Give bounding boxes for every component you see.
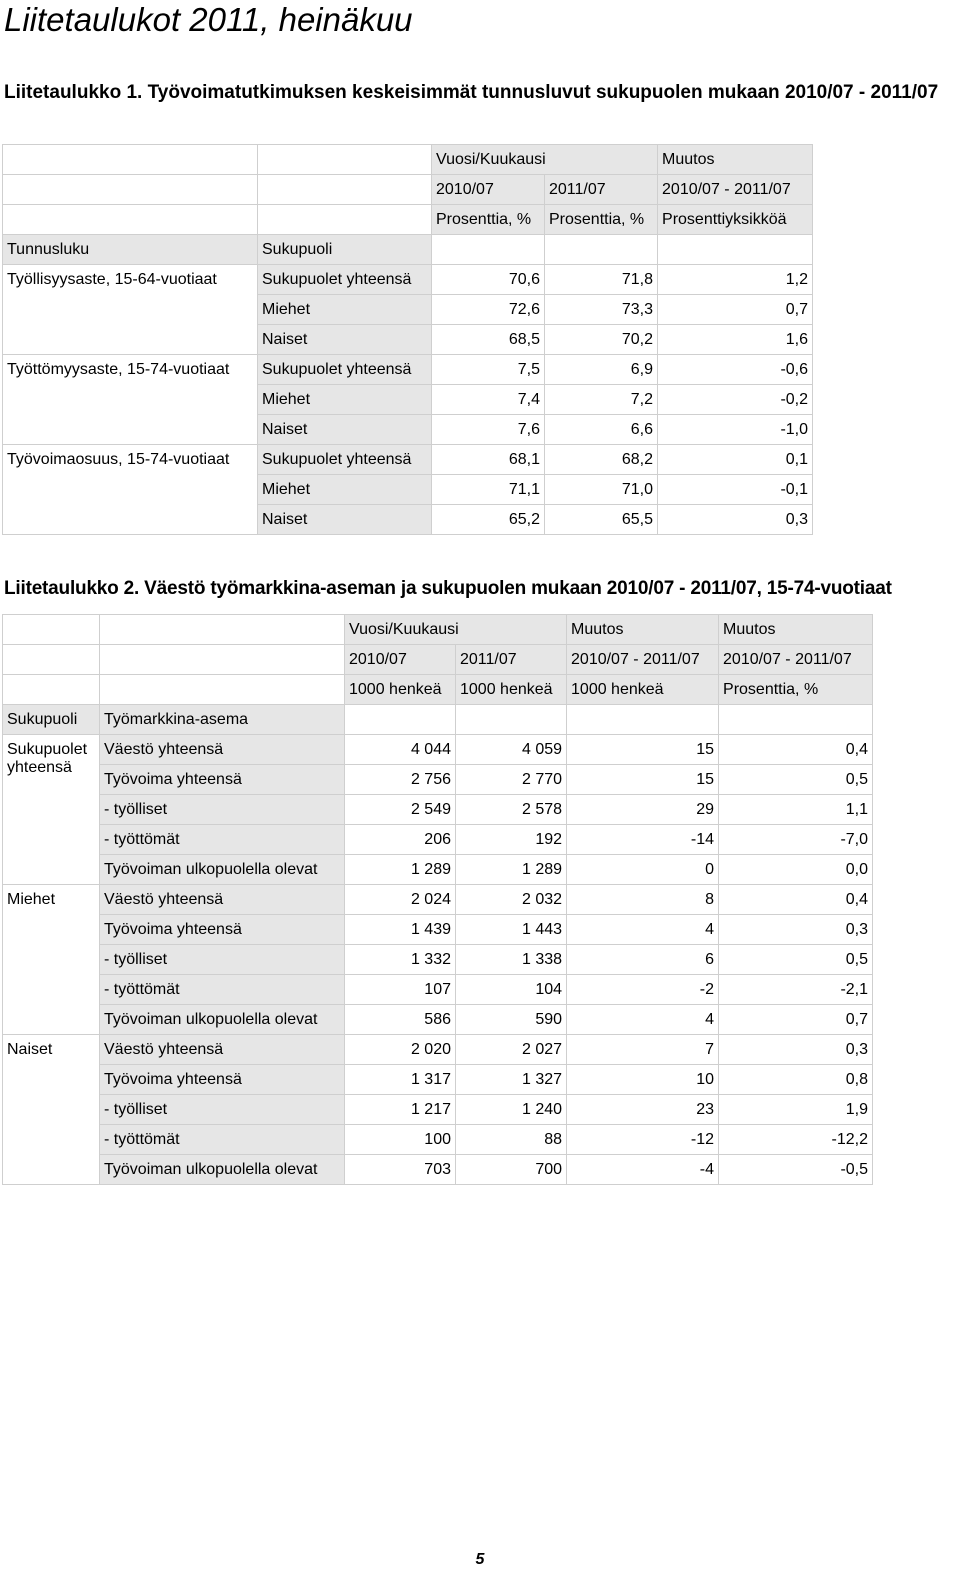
table2-header-period: 2010/07 [345,645,456,675]
table2-header-blank [3,645,100,675]
table2-percent-cell: -7,0 [719,825,873,855]
table1-group-label: Työllisyysaste, 15-64-vuotiaat [3,265,258,355]
table2-status-cell: - työttömät [100,825,345,855]
table1-header-blank [3,175,258,205]
table2-value-cell: 4 059 [456,735,567,765]
table1-value-cell: 6,9 [545,355,658,385]
table2-status-cell: Työvoima yhteensä [100,1065,345,1095]
table2-header-blank [100,675,345,705]
table1-change-cell: 1,6 [658,325,813,355]
table1-value-cell: 71,8 [545,265,658,295]
table1-value-cell: 68,2 [545,445,658,475]
table2-col-tyomarkkina-asema: Työmarkkina-asema [100,705,345,735]
table1-value-cell: 68,1 [432,445,545,475]
table1-sex-cell: Sukupuolet yhteensä [258,445,432,475]
table2-value-cell: 1 327 [456,1065,567,1095]
table1-group-label: Työttömyysaste, 15-74-vuotiaat [3,355,258,445]
table2-header-row-4 [3,705,873,735]
table2-value-cell: 2 024 [345,885,456,915]
table1-header-blank [3,145,258,175]
table2-status-cell: Työvoima yhteensä [100,765,345,795]
table2-value-cell: 2 549 [345,795,456,825]
table2-percent-cell: 0,0 [719,855,873,885]
table1-value-cell: 72,6 [432,295,545,325]
table1-sex-cell: Miehet [258,475,432,505]
table2-percent-cell: 0,5 [719,945,873,975]
table2-status-cell: Väestö yhteensä [100,885,345,915]
table2-percent-cell: 0,4 [719,885,873,915]
table-row [3,735,873,765]
table2-value-cell: 2 020 [345,1035,456,1065]
table2-value-cell: 206 [345,825,456,855]
table2-value-cell: 88 [456,1125,567,1155]
table2-col-sukupuoli: Sukupuoli [3,705,100,735]
table1-sex-cell: Sukupuolet yhteensä [258,265,432,295]
table1-header-muutos: Muutos [658,145,813,175]
table2-value-cell: 1 240 [456,1095,567,1125]
table1-header-vuosi-kuukausi: Vuosi/Kuukausi [432,145,658,175]
table2-value-cell: 107 [345,975,456,1005]
table-row [3,1125,873,1155]
table2-header-unit: Prosenttia, % [719,675,873,705]
table2-status-cell: Työvoima yhteensä [100,915,345,945]
table2-change-cell: 0 [567,855,719,885]
page-number: 5 [475,1551,485,1568]
table2-header-unit: 1000 henkeä [456,675,567,705]
table-row [3,825,873,855]
table-row [3,1155,873,1185]
table2-change-cell: 15 [567,765,719,795]
table2-change-cell: 10 [567,1065,719,1095]
table2-percent-cell: 0,8 [719,1065,873,1095]
table2-value-cell: 590 [456,1005,567,1035]
table2-value-cell: 1 317 [345,1065,456,1095]
table2-value-cell: 192 [456,825,567,855]
table2-header-blank [719,705,873,735]
table2-value-cell: 1 439 [345,915,456,945]
table1-sex-cell: Sukupuolet yhteensä [258,355,432,385]
table1-value-cell: 7,4 [432,385,545,415]
table1-value-cell: 70,6 [432,265,545,295]
table-row [3,945,873,975]
table2-percent-cell: 0,3 [719,1035,873,1065]
table2 [2,614,873,1185]
table2-value-cell: 586 [345,1005,456,1035]
table-row [3,1035,873,1065]
table1-change-cell: 1,2 [658,265,813,295]
table2-change-cell: -14 [567,825,719,855]
table1-value-cell: 65,5 [545,505,658,535]
table2-group-label: Sukupuolet yhteensä [3,735,100,885]
table2-change-cell: -4 [567,1155,719,1185]
table2-value-cell: 104 [456,975,567,1005]
table1-header-blank [3,205,258,235]
table2-status-cell: Työvoiman ulkopuolella olevat [100,1005,345,1035]
table1-sex-cell: Naiset [258,505,432,535]
table1-value-cell: 73,3 [545,295,658,325]
table2-percent-cell: -0,5 [719,1155,873,1185]
table1-header-unit: Prosenttia, % [545,205,658,235]
table2-header-period: 2011/07 [456,645,567,675]
table1-group-label: Työvoimaosuus, 15-74-vuotiaat [3,445,258,535]
table1-value-cell: 71,0 [545,475,658,505]
table1-header-blank [258,145,432,175]
table2-change-cell: 4 [567,915,719,945]
table2-change-cell: -12 [567,1125,719,1155]
table1 [2,144,813,535]
table2-value-cell: 2 032 [456,885,567,915]
table2-header-blank [567,705,719,735]
table2-header-muutos: Muutos [567,615,719,645]
table1-change-cell: -1,0 [658,415,813,445]
table1-change-cell: 0,7 [658,295,813,325]
table2-value-cell: 1 289 [456,855,567,885]
page-title: Liitetaulukot 2011, heinäkuu [4,1,413,38]
table1-change-cell: -0,2 [658,385,813,415]
table1-sex-cell: Miehet [258,385,432,415]
table2-status-cell: Työvoiman ulkopuolella olevat [100,855,345,885]
table1-value-cell: 7,5 [432,355,545,385]
table1-value-cell: 70,2 [545,325,658,355]
table2-caption: Liitetaulukko 2. Väestö työmarkkina-aseman ja sukupuolen mukaan 2010/07 - 2011/07, 15-74-vuotiaat [4,578,892,599]
table2-percent-cell: -12,2 [719,1125,873,1155]
table2-header-blank [456,705,567,735]
table2-status-cell: - työlliset [100,1095,345,1125]
table1-col-tunnusluku: Tunnusluku [3,235,258,265]
table2-header-row-2 [3,645,873,675]
table1-header-row-4 [3,235,813,265]
table2-header-blank [3,615,100,645]
table2-header-muutos: Muutos [719,615,873,645]
table-row [3,855,873,885]
table1-header-change-period: 2010/07 - 2011/07 [658,175,813,205]
table1-sex-cell: Miehet [258,295,432,325]
table2-change-cell: 15 [567,735,719,765]
table2-change-cell: 7 [567,1035,719,1065]
table2-group-label: Miehet [3,885,100,1035]
table2-status-cell: Väestö yhteensä [100,735,345,765]
table2-header-blank [100,645,345,675]
table1-sex-cell: Naiset [258,415,432,445]
table1-header-unit: Prosenttia, % [432,205,545,235]
table1-header-row-3 [3,205,813,235]
table1-value-cell: 65,2 [432,505,545,535]
table2-header-change-period: 2010/07 - 2011/07 [567,645,719,675]
table2-value-cell: 1 289 [345,855,456,885]
table2-header-vuosi-kuukausi: Vuosi/Kuukausi [345,615,567,645]
table1-header-blank [258,205,432,235]
table2-value-cell: 1 332 [345,945,456,975]
table2-header-row-1 [3,615,873,645]
table1-header-row-2 [3,175,813,205]
table2-percent-cell: 1,9 [719,1095,873,1125]
table2-value-cell: 100 [345,1125,456,1155]
table1-change-cell: 0,3 [658,505,813,535]
table2-header-row-3 [3,675,873,705]
table2-change-cell: 4 [567,1005,719,1035]
table-row [3,265,813,295]
table2-header-blank [100,615,345,645]
table2-header-blank [345,705,456,735]
table1-header-blank [432,235,545,265]
table1-value-cell: 6,6 [545,415,658,445]
table1-header-row-1 [3,145,813,175]
table-row [3,765,873,795]
table2-value-cell: 2 578 [456,795,567,825]
table1-value-cell: 68,5 [432,325,545,355]
table1-header-period: 2010/07 [432,175,545,205]
table1-header-blank [658,235,813,265]
table2-status-cell: - työttömät [100,1125,345,1155]
table-row [3,915,873,945]
table-row [3,1005,873,1035]
table1-value-cell: 7,2 [545,385,658,415]
table-row [3,445,813,475]
table2-status-cell: Väestö yhteensä [100,1035,345,1065]
table-row [3,885,873,915]
table1-change-cell: -0,6 [658,355,813,385]
table-row [3,795,873,825]
table2-value-cell: 2 770 [456,765,567,795]
table2-value-cell: 1 217 [345,1095,456,1125]
table2-value-cell: 2 027 [456,1035,567,1065]
table2-change-cell: 8 [567,885,719,915]
table2-status-cell: - työttömät [100,975,345,1005]
table2-percent-cell: 0,5 [719,765,873,795]
table2-value-cell: 4 044 [345,735,456,765]
table1-value-cell: 71,1 [432,475,545,505]
table1-header-blank [545,235,658,265]
table2-percent-cell: -2,1 [719,975,873,1005]
table2-header-unit: 1000 henkeä [345,675,456,705]
table2-group-label: Naiset [3,1035,100,1185]
table-row [3,975,873,1005]
table1-header-period: 2011/07 [545,175,658,205]
table2-percent-cell: 0,3 [719,915,873,945]
table1-change-cell: -0,1 [658,475,813,505]
table2-header-blank [3,675,100,705]
table2-change-cell: 6 [567,945,719,975]
table1-header-blank [258,175,432,205]
table-row [3,355,813,385]
table2-status-cell: Työvoiman ulkopuolella olevat [100,1155,345,1185]
table1-col-sukupuoli: Sukupuoli [258,235,432,265]
table2-change-cell: -2 [567,975,719,1005]
table2-percent-cell: 0,4 [719,735,873,765]
table2-value-cell: 2 756 [345,765,456,795]
table2-header-unit: 1000 henkeä [567,675,719,705]
table2-percent-cell: 1,1 [719,795,873,825]
table2-value-cell: 703 [345,1155,456,1185]
table2-status-cell: - työlliset [100,795,345,825]
table2-header-change-period: 2010/07 - 2011/07 [719,645,873,675]
table1-value-cell: 7,6 [432,415,545,445]
table2-status-cell: - työlliset [100,945,345,975]
table2-value-cell: 1 338 [456,945,567,975]
table1-change-cell: 0,1 [658,445,813,475]
table1-sex-cell: Naiset [258,325,432,355]
table2-change-cell: 29 [567,795,719,825]
table1-header-unit: Prosenttiyksikköä [658,205,813,235]
table2-percent-cell: 0,7 [719,1005,873,1035]
table2-change-cell: 23 [567,1095,719,1125]
table-row [3,1065,873,1095]
table-row [3,1095,873,1125]
table1-caption: Liitetaulukko 1. Työvoimatutkimuksen keskeisimmät tunnusluvut sukupuolen mukaan 2010/07 - 2011/07 [4,82,939,103]
table2-value-cell: 1 443 [456,915,567,945]
table2-value-cell: 700 [456,1155,567,1185]
